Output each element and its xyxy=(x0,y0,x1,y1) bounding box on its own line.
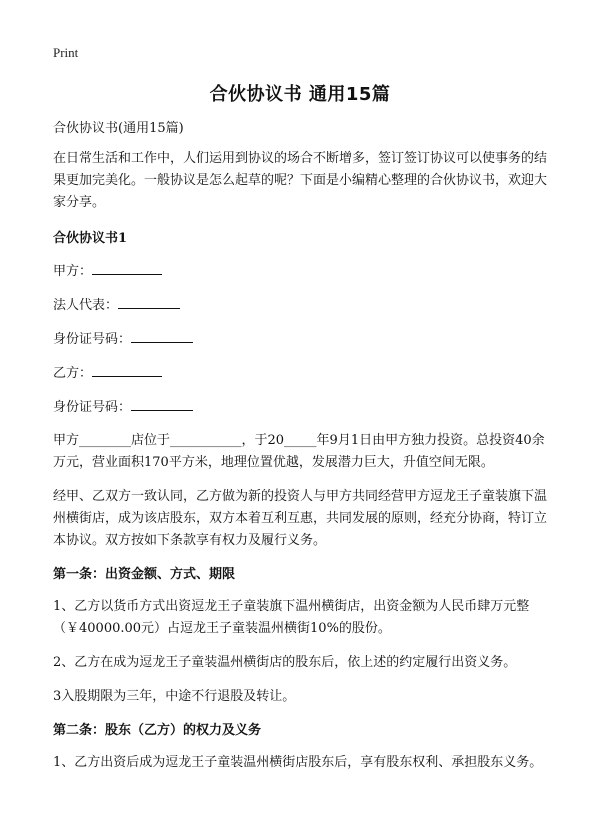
paragraph: 甲方________店位于___________，于20_____年9月1日由甲方独力投资。总投资40余万元，营业面积170平方米，地理位置优越，发展潜力巨大，升值空间无限。 xyxy=(53,433,545,470)
fill-blank xyxy=(131,328,193,343)
clause: 1、乙方以货币方式出资逗龙王子童装旗下温州横街店，出资金额为人民币肆万元整（￥40000.00元）占逗龙王子童装温州横街10%的股份。 xyxy=(53,599,530,636)
fill-blank xyxy=(92,362,162,377)
document-body xyxy=(53,118,553,786)
paragraph: 经甲、乙双方一致认同，乙方做为新的投资人与甲方共同经营甲方逗龙王子童装旗下温州横街店，成为该店股东，双方本着互利互惠，共同发展的原则，经充分协商，特订立本协议。双方按如下条款享有权力及履行义务。 xyxy=(53,489,548,548)
article-heading: 第二条：股东（乙方）的权力及义务 xyxy=(53,723,262,738)
document-title: 合伙协议书 通用15篇 xyxy=(209,84,391,105)
id-number-field-b xyxy=(53,396,553,419)
legal-rep-field xyxy=(53,294,553,317)
clause: 2、乙方在成为逗龙王子童装温州横街店的股东后，依上述的约定履行出资义务。 xyxy=(53,655,517,670)
document-subtitle: 合伙协议书(通用15篇) xyxy=(53,121,184,136)
field-label: 甲方： xyxy=(53,264,93,279)
field-label: 法人代表： xyxy=(53,298,119,313)
field-label: 身份证号码： xyxy=(53,332,132,347)
field-label: 乙方： xyxy=(53,366,93,381)
fill-blank xyxy=(118,294,180,309)
party-a-field xyxy=(53,260,553,283)
intro-paragraph: 在日常生活和工作中，人们运用到协议的场合不断增多，签订签订协议可以使事务的结果更加完美化。一般协议是怎么起草的呢？下面是小编精心整理的合伙协议书，欢迎大家分享。 xyxy=(53,151,548,210)
clause: 3入股期限为三年，中途不行退股及转让。 xyxy=(53,689,296,704)
id-number-field xyxy=(53,328,553,351)
print-link[interactable]: Print xyxy=(53,45,79,60)
party-b-field xyxy=(53,362,553,385)
clause: 1、乙方出资后成为逗龙王子童装温州横街店股东后，享有股东权利、承担股东义务。 xyxy=(53,755,543,770)
fill-blank xyxy=(92,260,162,275)
field-label: 身份证号码： xyxy=(53,400,132,415)
article-heading: 第一条：出资金额、方式、期限 xyxy=(53,567,236,582)
fill-blank xyxy=(131,396,193,411)
section-heading: 合伙协议书1 xyxy=(53,231,128,246)
